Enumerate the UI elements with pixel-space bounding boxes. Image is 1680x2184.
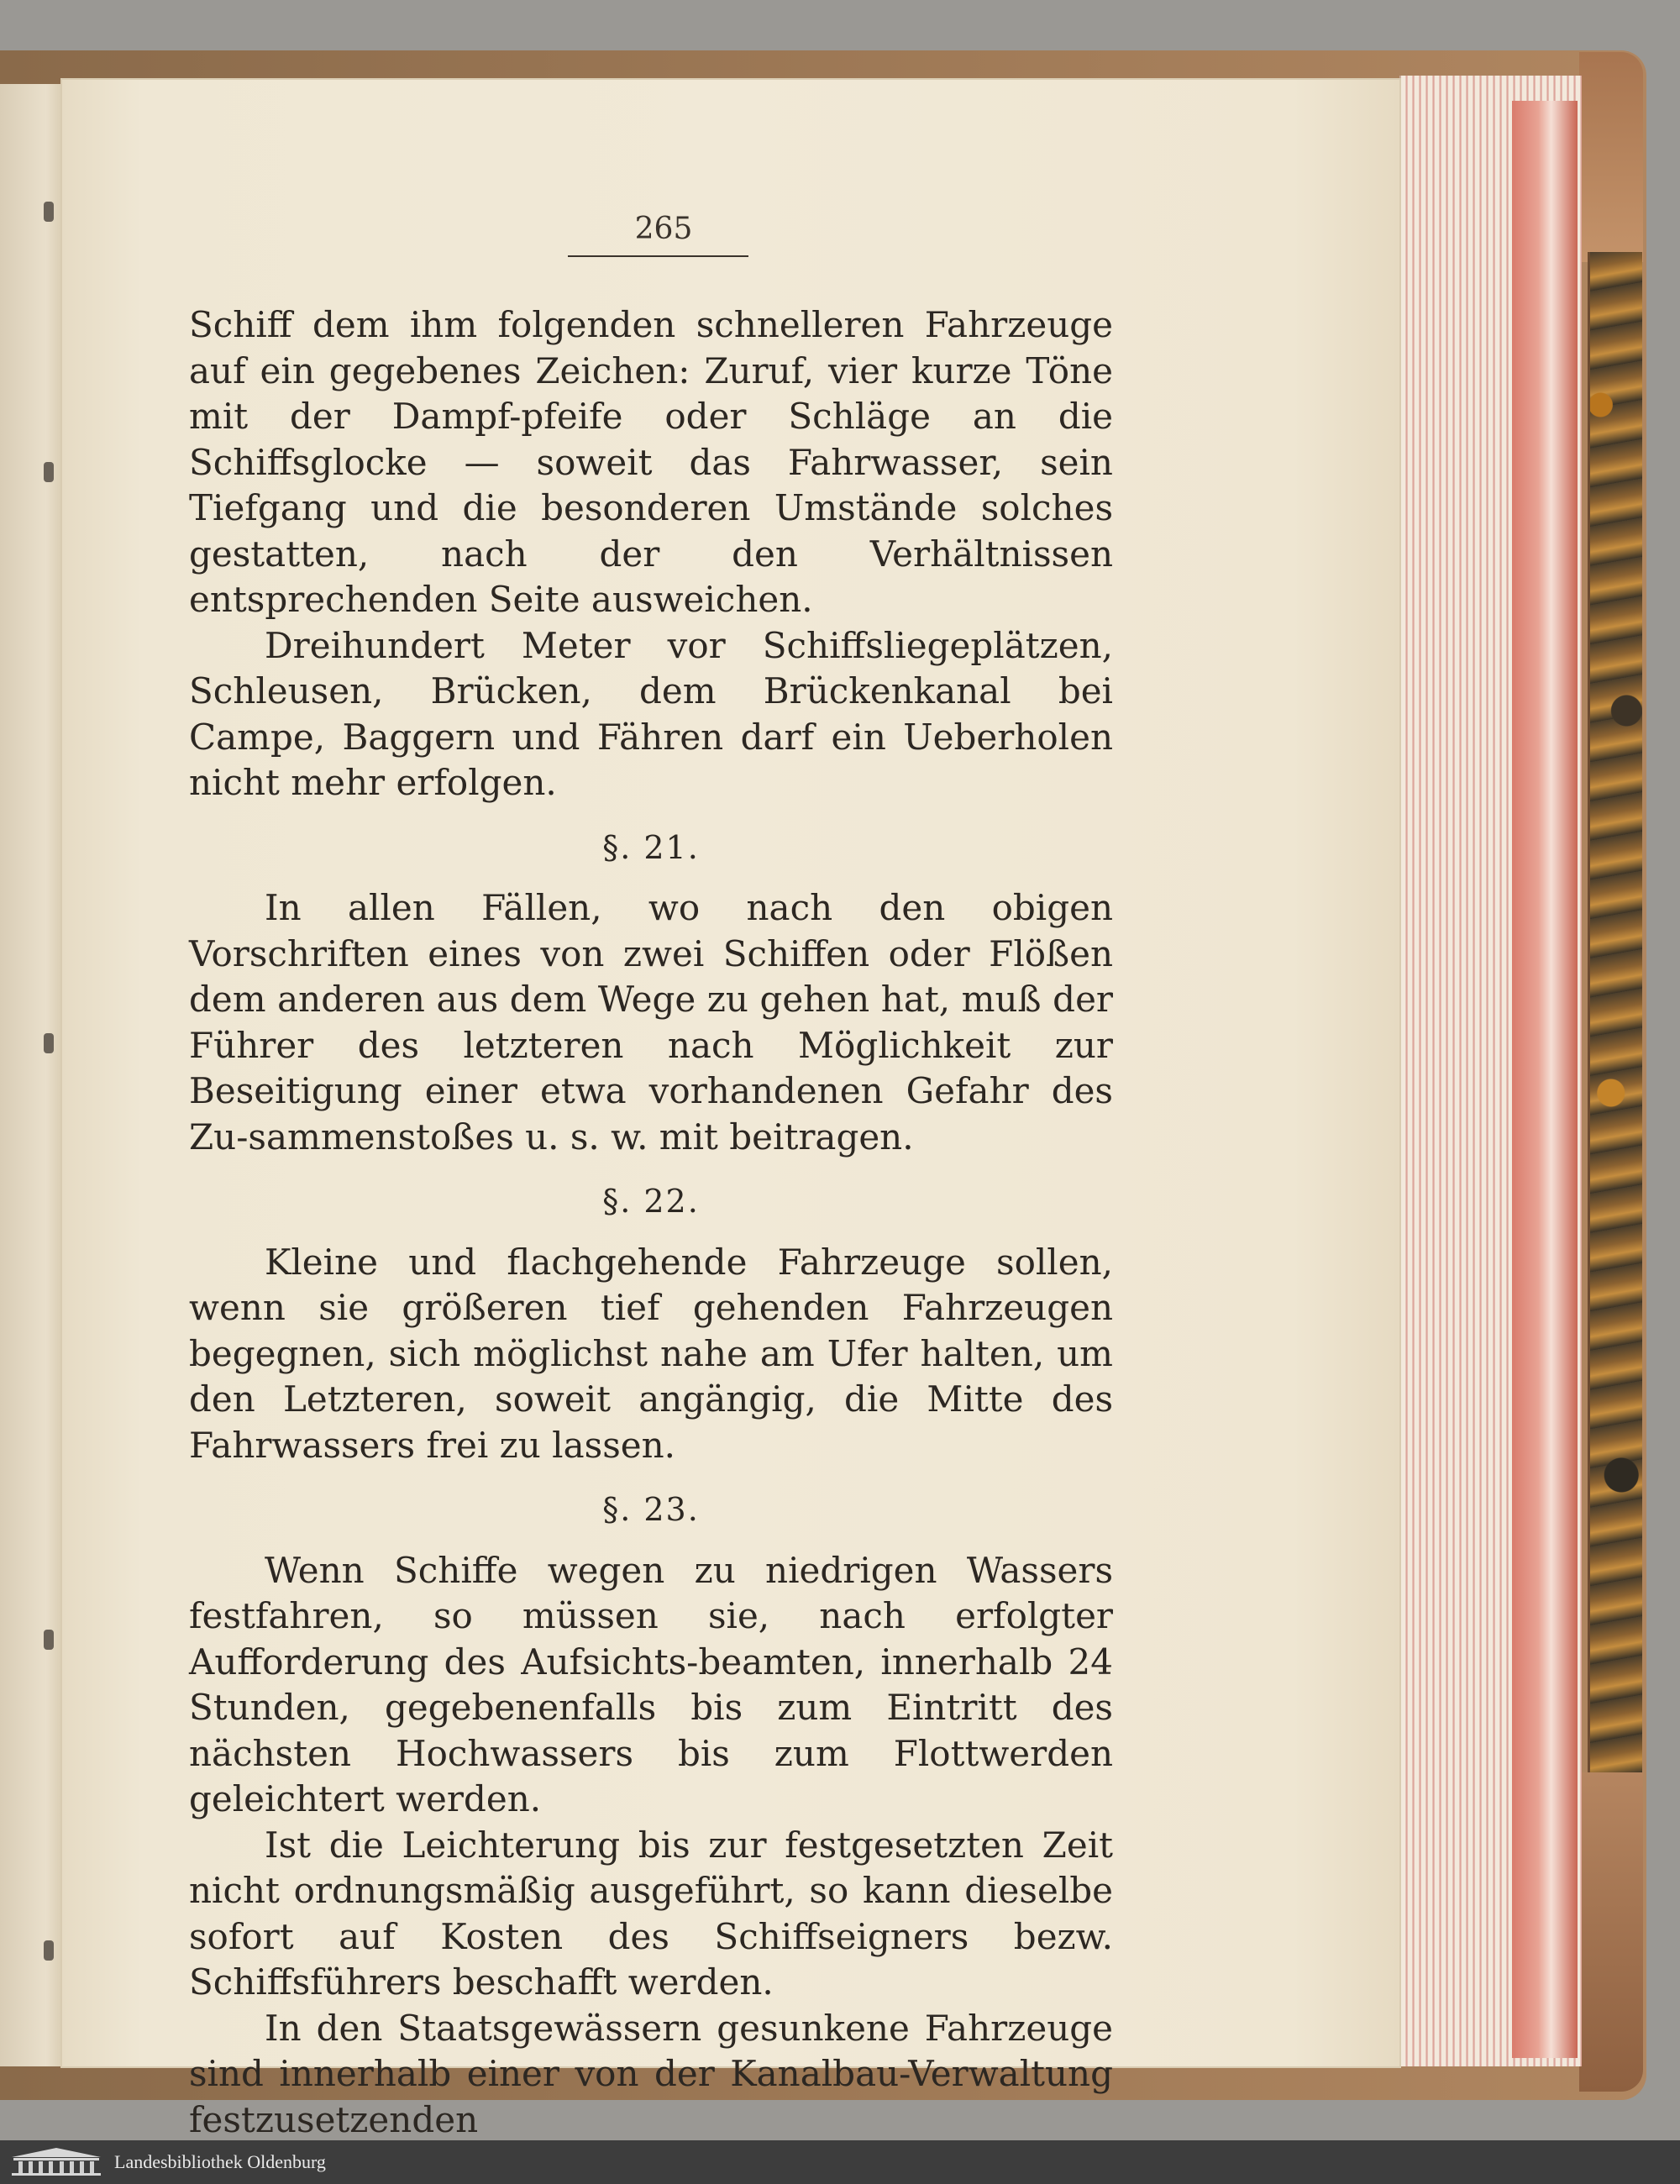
paragraph: Schiff dem ihm folgenden schnelleren Fahrzeuge auf ein gegebenes Zeichen: Zuruf, vier kurze Töne mit der Dampf-pfeife oder Schläge an die Schiffsglocke — soweit das Fahrwasser, sein Tiefgang und die besonderen Umstände solches gestatten, nach der den Verhältnissen entsprechenden Seite ausweichen. bbox=[189, 304, 1113, 620]
paragraph: In allen Fällen, wo nach den obigen Vorschriften eines von zwei Schiffen oder Flößen dem anderen aus dem Wege zu gehen hat, muß der Führer des letzteren nach Möglichkeit zur Beseitigung einer etwa vorhandenen Gefahr des Zu-sammenstoßes u. s. w. mit beitragen. bbox=[189, 887, 1113, 1158]
binding-stitch bbox=[44, 1033, 54, 1053]
binding-stitch bbox=[44, 1940, 54, 1961]
paragraph: Wenn Schiffe wegen zu niedrigen Wassers festfahren, so müssen sie, nach erfolgter Aufforderung des Aufsichts-beamten, innerhalb 24 Stunden, gegebenenfalls bis zum Eintritt des nächsten Hochwassers bis zum Flottwerden geleichtert werden. bbox=[189, 1549, 1113, 1819]
binding-stitch bbox=[44, 462, 54, 482]
page-number: 265 bbox=[634, 212, 693, 246]
binding-stitch bbox=[44, 202, 54, 222]
page-text bbox=[189, 302, 1113, 2143]
paragraph: Dreihundert Meter vor Schiffsliegeplätzen, Schleusen, Brücken, dem Brückenkanal bei Campe, Baggern und Fähren darf ein Ueberholen nicht mehr erfolgen. bbox=[189, 624, 1113, 803]
cover-leather-bottom bbox=[1579, 1772, 1643, 2092]
paragraph: Ist die Leichterung bis zur festgesetzten Zeit nicht ordnungsmäßig ausgeführt, so kann dieselbe sofort auf Kosten des Schiffseigners bezw. Schiffsführers beschafft werden. bbox=[189, 1824, 1113, 2003]
paragraph: In den Staatsgewässern gesunkene Fahrzeuge sind innerhalb einer von der Kanalbau-Verwaltung festzusetzenden bbox=[189, 2007, 1113, 2140]
footer-institution-name[interactable]: Landesbibliothek Oldenburg bbox=[114, 2151, 326, 2172]
marbled-cover-edge bbox=[1588, 252, 1642, 1781]
section-heading: §. 22. bbox=[602, 1183, 700, 1220]
page-number-rule bbox=[568, 255, 748, 257]
previous-page-edge bbox=[0, 84, 67, 2066]
red-page-edge bbox=[1512, 101, 1578, 2058]
cover-leather-top bbox=[1579, 52, 1643, 262]
paragraph: Kleine und flachgehende Fahrzeuge sollen, wenn sie größeren tief gehenden Fahrzeugen begegnen, sich möglichst nahe am Ufer halten, um den Letzteren, soweit angängig, die Mitte des Fahrwassers frei zu lassen. bbox=[189, 1241, 1113, 1466]
footer-bar bbox=[0, 2140, 1680, 2184]
library-building-icon bbox=[8, 2145, 104, 2177]
binding-stitch bbox=[44, 1630, 54, 1650]
section-heading: §. 23. bbox=[602, 1491, 700, 1528]
section-heading: §. 21. bbox=[602, 828, 700, 866]
